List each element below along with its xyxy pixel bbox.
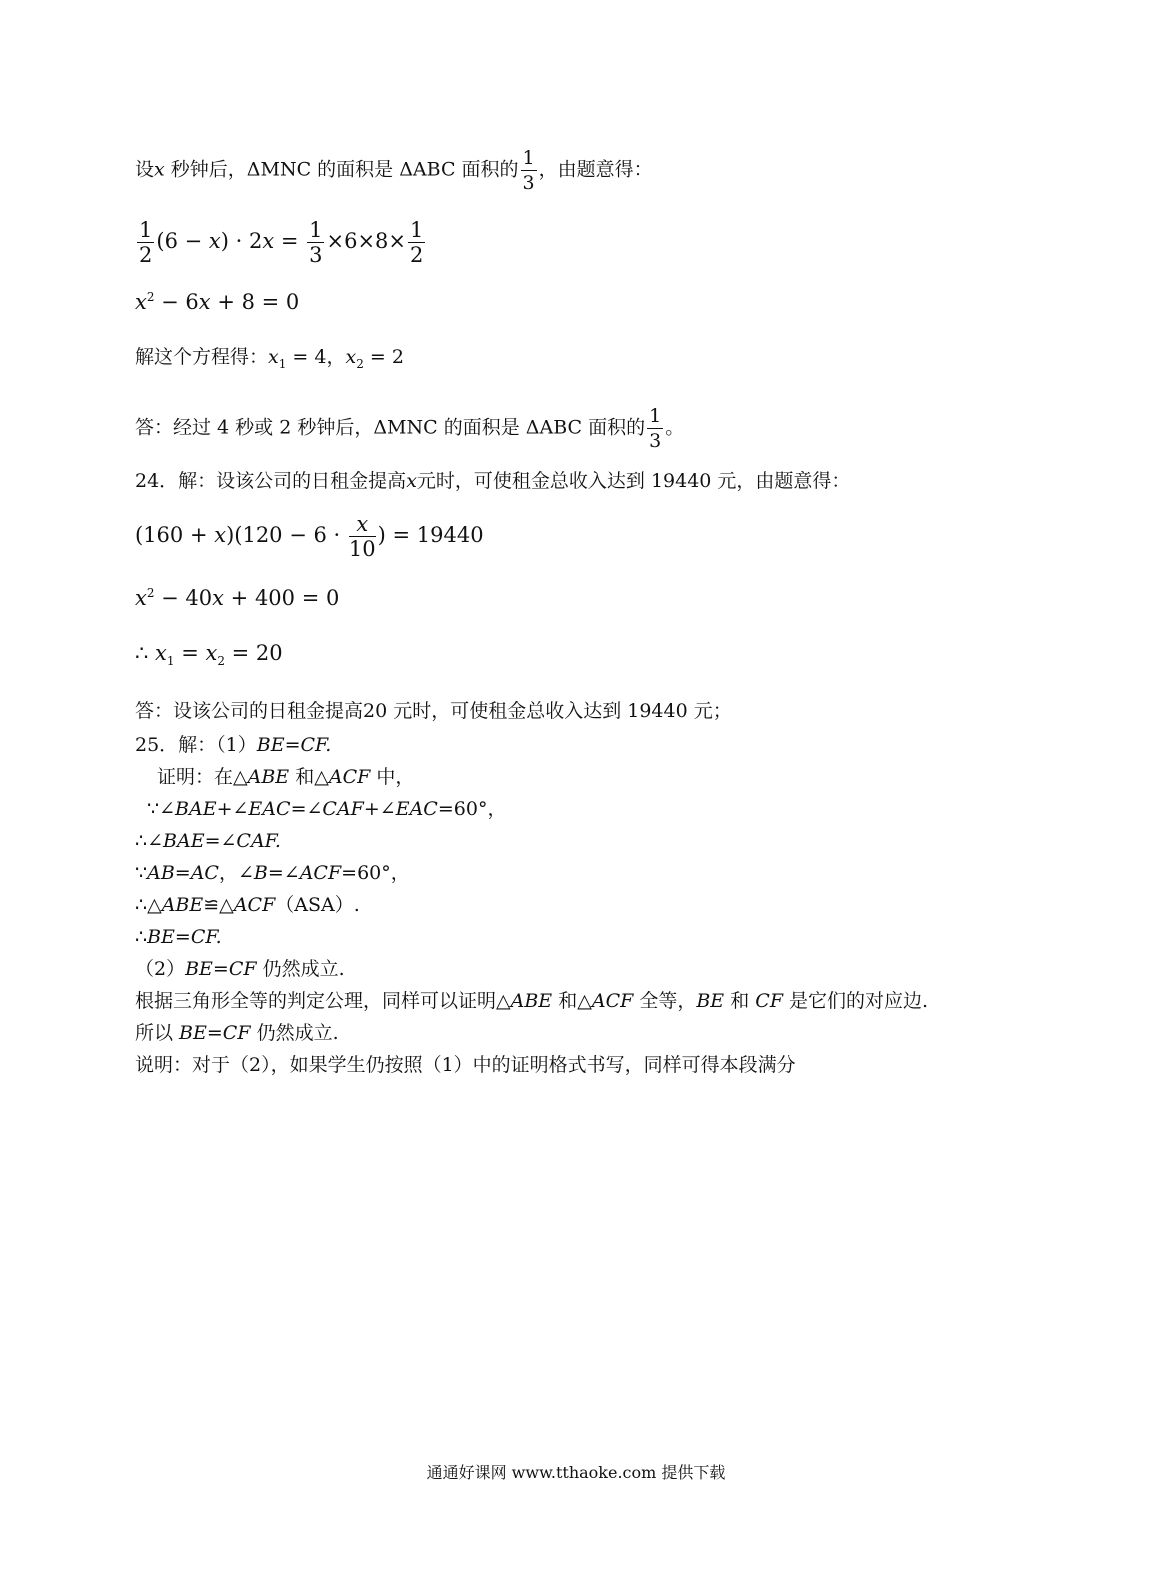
fraction <box>307 218 324 267</box>
numerator: 1 <box>649 405 662 427</box>
text: 设 <box>135 158 155 181</box>
denominator: 2 <box>139 243 153 267</box>
text: 仍然成立. <box>256 958 345 980</box>
variable: x <box>135 586 147 610</box>
line-proof-6 <box>135 924 222 950</box>
line-answer-24 <box>135 698 732 724</box>
line-solution <box>135 344 404 377</box>
line-part-2 <box>135 956 345 982</box>
line-proof-3 <box>135 828 281 854</box>
line-part-2-reason <box>135 988 928 1014</box>
text: + 400 = 0 <box>224 586 340 610</box>
text: 答：经过 4 秒或 2 秒钟后，ΔMNC 的面积是 ΔABC 面积的 <box>135 416 646 439</box>
text: 仍然成立. <box>250 1022 339 1044</box>
line-proof-2 <box>147 796 506 822</box>
text: +∠ <box>363 798 396 820</box>
exponent: 2 <box>146 290 155 304</box>
math-text: ACF <box>299 862 342 884</box>
text: ) · 2 <box>220 229 263 253</box>
text: = 4， <box>286 346 346 368</box>
denominator: 3 <box>309 243 323 267</box>
math-text: ACF <box>328 766 371 788</box>
subscript: 1 <box>166 654 175 669</box>
text: (160 + <box>135 523 215 547</box>
page-footer: 通通好课网 www.tthaoke.com 提供下载 <box>426 1463 726 1482</box>
denominator: 3 <box>649 430 662 452</box>
math-text: BAE <box>163 830 205 852</box>
math-text: EAC <box>395 798 438 820</box>
math-text: B <box>253 862 268 884</box>
text: 。 <box>665 416 685 439</box>
line-proof-4 <box>135 860 410 886</box>
text: 是它们的对应边. <box>783 990 929 1012</box>
equation-3 <box>135 512 484 561</box>
text: − 6 <box>154 290 199 314</box>
text: 和△ <box>289 766 329 788</box>
variable: x <box>268 346 279 368</box>
math-text: ACF <box>233 894 276 916</box>
text: ≌△ <box>203 894 234 916</box>
math-text: BE <box>696 990 725 1012</box>
text: =60°， <box>341 862 410 884</box>
variable: x <box>406 470 417 492</box>
text: 24．解：设该公司的日租金提高 <box>135 470 407 492</box>
text: ∴∠ <box>135 830 164 852</box>
text: =60°， <box>437 798 507 820</box>
math-text: CAF <box>322 798 364 820</box>
subscript: 2 <box>356 356 364 371</box>
math-text: BE=CF. <box>147 926 222 948</box>
variable: x <box>205 641 218 665</box>
numerator: 1 <box>139 218 153 242</box>
fraction <box>408 218 425 267</box>
text: ∵∠ <box>147 798 176 820</box>
line-setup-1 <box>135 146 653 195</box>
text: 所以 <box>135 1022 180 1044</box>
numerator: 1 <box>410 218 424 242</box>
text: ) = 19440 <box>377 523 484 547</box>
math-text: ABE <box>247 766 290 788</box>
text: ，∠ <box>218 862 254 884</box>
line-problem-24 <box>135 468 850 494</box>
text: 解这个方程得： <box>135 346 269 368</box>
math-text: BE=CF <box>179 1022 251 1044</box>
math-text: EAC <box>248 798 291 820</box>
text: （ASA）. <box>275 894 360 916</box>
equation-2 <box>135 284 299 315</box>
numerator: 1 <box>522 147 535 169</box>
math-text: CF <box>755 990 784 1012</box>
text: （2） <box>135 958 186 980</box>
text: 25．解：（1） <box>135 734 257 756</box>
variable: x <box>208 229 221 253</box>
line-proof-1 <box>157 764 414 790</box>
variable: x <box>262 229 275 253</box>
text: =∠ <box>290 798 323 820</box>
text: − 40 <box>154 586 213 610</box>
math-text: ABE <box>510 990 553 1012</box>
text: 秒钟后，ΔMNC 的面积是 ΔABC 面积的 <box>164 158 519 181</box>
text: 根据三角形全等的判定公理，同样可以证明△ <box>135 990 511 1012</box>
text: )(120 − 6 · <box>226 523 347 547</box>
text: 答：设该公司的日租金提高20 元时，可使租金总收入达到 19440 元； <box>135 700 732 722</box>
math-text: BAE <box>175 798 217 820</box>
text: 和△ <box>552 990 592 1012</box>
math-text: BE=CF <box>185 958 257 980</box>
variable: x <box>214 523 227 547</box>
subscript: 1 <box>278 356 287 371</box>
text: ，由题意得： <box>538 158 653 181</box>
variable: x <box>212 586 224 610</box>
math-text: CAF. <box>236 830 281 852</box>
math-text: AB=AC <box>147 862 219 884</box>
text: + 8 = 0 <box>210 290 300 314</box>
text: +∠ <box>216 798 249 820</box>
text: 证明：在△ <box>157 766 248 788</box>
fraction <box>521 146 537 195</box>
text: =∠ <box>267 862 300 884</box>
denominator: 2 <box>410 243 424 267</box>
text: 全等， <box>633 990 697 1012</box>
fraction <box>647 404 663 453</box>
math-text: ABE <box>161 894 204 916</box>
text: ×6×8× <box>326 229 406 253</box>
line-proof-5 <box>135 892 360 918</box>
text: = <box>174 641 206 665</box>
denominator: 10 <box>348 537 376 561</box>
text: (6 − <box>156 229 209 253</box>
line-note <box>135 1052 796 1078</box>
variable: x <box>135 290 147 314</box>
text: ∴△ <box>135 894 162 916</box>
equation-1 <box>135 218 427 267</box>
variable: x <box>198 290 211 314</box>
text: 和 <box>724 990 756 1012</box>
equation-5 <box>135 640 283 674</box>
numerator: x <box>349 512 376 537</box>
equation-4 <box>135 580 339 611</box>
numerator: 1 <box>309 218 323 242</box>
denominator: 3 <box>522 172 535 194</box>
text: = 2 <box>363 346 404 368</box>
text: 中， <box>370 766 415 788</box>
fraction <box>349 512 376 561</box>
text: =∠ <box>204 830 237 852</box>
line-problem-25 <box>135 732 331 758</box>
variable: x <box>154 158 165 181</box>
text: 元时，可使租金总收入达到 19440 元，由题意得： <box>416 470 851 492</box>
text: = 20 <box>224 641 283 665</box>
math-text: ACF <box>591 990 634 1012</box>
line-answer-23 <box>135 404 684 453</box>
text: = <box>274 229 306 253</box>
text: ∴ <box>135 926 148 948</box>
variable: x <box>345 346 357 368</box>
fraction <box>137 218 154 267</box>
line-part-2-conclusion <box>135 1020 339 1046</box>
subscript: 2 <box>217 654 225 669</box>
text: ∵ <box>135 862 148 884</box>
text: 说明：对于（2），如果学生仍按照（1）中的证明格式书写，同样可得本段满分 <box>135 1054 796 1076</box>
text: ∴ <box>135 641 156 665</box>
exponent: 2 <box>146 586 155 600</box>
math-text: BE=CF. <box>256 734 332 756</box>
variable: x <box>155 641 167 665</box>
